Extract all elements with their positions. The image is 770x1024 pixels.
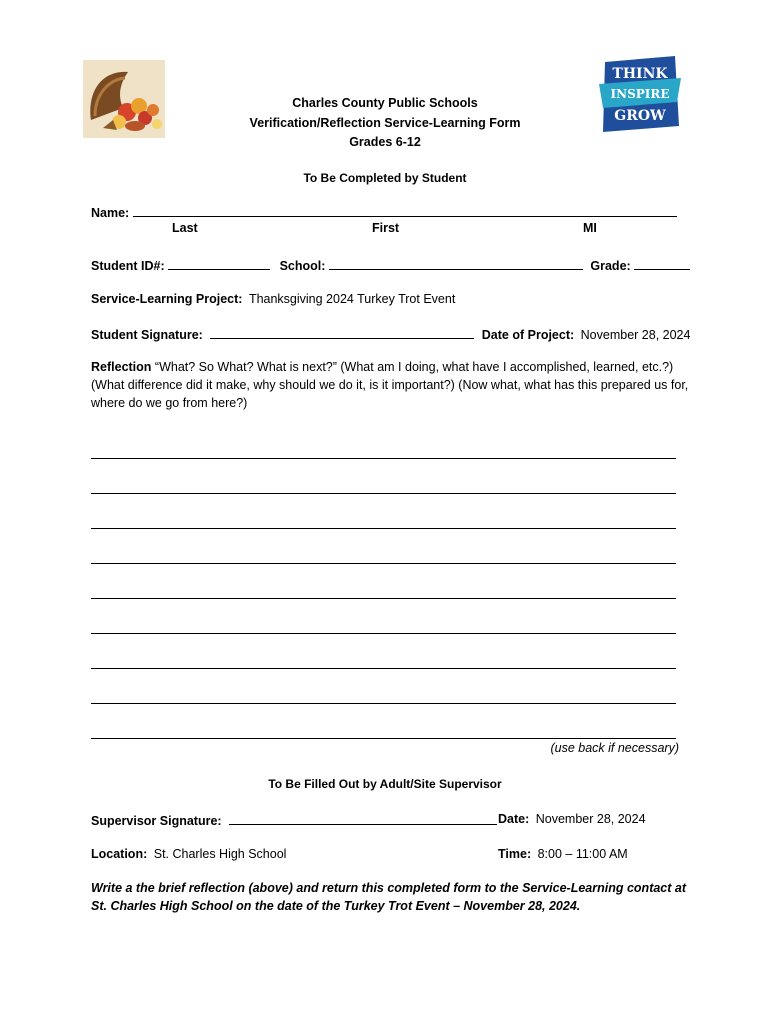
location-label: Location:	[91, 847, 148, 861]
reflection-line[interactable]	[91, 668, 676, 669]
time-label: Time:	[498, 847, 532, 861]
student-info-row	[91, 257, 690, 273]
reflection-line[interactable]	[91, 703, 676, 704]
logo-word-inspire: INSPIRE	[610, 87, 670, 101]
student-signature-label: Student Signature:	[91, 328, 203, 342]
return-instructions: Write a the brief reflection (above) and return this completed form to the Service-Learning contact at St. Charles High School on the date of the Turkey Trot Event – November 28, 2024.	[91, 881, 687, 913]
reflection-line[interactable]	[91, 563, 676, 564]
supervisor-date-row	[498, 812, 646, 826]
reflection-line[interactable]	[91, 528, 676, 529]
supervisor-signature-field[interactable]	[229, 812, 497, 825]
grades-title: Grades 6-12	[349, 135, 421, 149]
reflection-line[interactable]	[91, 493, 676, 494]
supervisor-signature-row	[91, 812, 497, 828]
name-row	[91, 204, 677, 220]
reflection-line[interactable]	[91, 633, 676, 634]
location-row	[91, 847, 286, 861]
student-id-field[interactable]	[168, 257, 270, 270]
district-title: Charles County Public Schools	[292, 96, 478, 110]
project-label: Service-Learning Project:	[91, 292, 243, 306]
reflection-label: Reflection	[91, 360, 152, 374]
reflection-line[interactable]	[91, 598, 676, 599]
reflection-prompt	[91, 358, 691, 412]
name-field[interactable]	[133, 204, 677, 217]
reflection-line[interactable]	[91, 738, 676, 739]
time-row	[498, 847, 628, 861]
project-row	[91, 292, 455, 306]
school-field[interactable]	[329, 257, 583, 270]
supervisor-signature-label: Supervisor Signature:	[91, 814, 222, 828]
project-value: Thanksgiving 2024 Turkey Trot Event	[248, 292, 456, 306]
name-sub-first: First	[372, 221, 400, 235]
student-id-label: Student ID#:	[91, 259, 165, 273]
name-sub-mi: MI	[583, 221, 597, 235]
name-sub-last: Last	[172, 221, 198, 235]
school-label: School:	[279, 259, 326, 273]
form-title: Verification/Reflection Service-Learning Form	[249, 116, 521, 130]
grade-label: Grade:	[590, 259, 631, 273]
student-section-heading: To Be Completed by Student	[303, 171, 467, 185]
reflection-text: “What? So What? What is next?” (What am I doing, what have I accomplished, learned, etc.?) (What difference did it make, why should we do it, is it important?) (Now what, what has this prepared us for, where do we go from here?)	[91, 360, 689, 410]
location-value: St. Charles High School	[153, 847, 287, 861]
grade-field[interactable]	[634, 257, 690, 270]
reflection-line[interactable]	[91, 458, 676, 459]
supervisor-date-value: November 28, 2024	[535, 812, 646, 826]
logo-word-grow: GROW	[614, 108, 666, 124]
name-label: Name:	[91, 206, 130, 220]
use-back-note: (use back if necessary)	[550, 741, 679, 755]
student-signature-row	[91, 326, 690, 342]
logo-word-think: THINK	[612, 66, 668, 82]
project-date-label: Date of Project:	[481, 328, 575, 342]
supervisor-section-heading: To Be Filled Out by Adult/Site Supervisor	[268, 777, 502, 791]
time-value: 8:00 – 11:00 AM	[537, 847, 628, 861]
supervisor-date-label: Date:	[498, 812, 530, 826]
student-signature-field[interactable]	[210, 326, 474, 339]
project-date-value: November 28, 2024	[580, 328, 691, 342]
